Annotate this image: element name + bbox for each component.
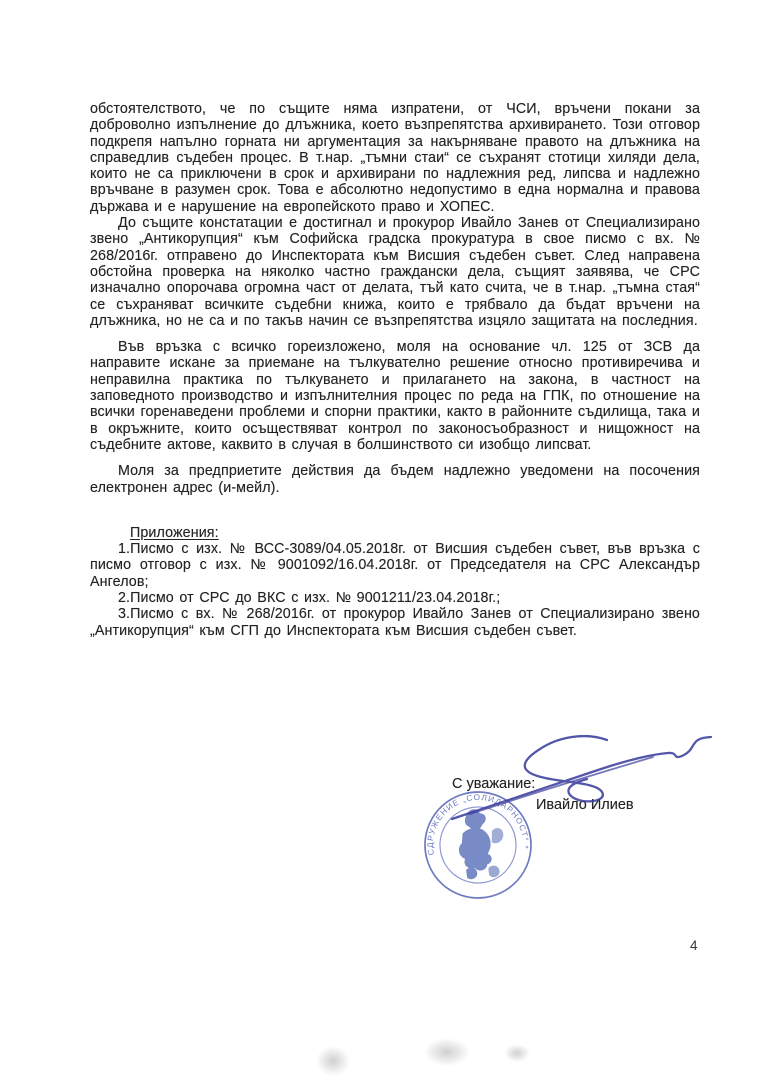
paragraph-continuation: обстоятелството, че по същите няма изпратени, от ЧСИ, връчени покани за доброволно изпълнение до длъжника, което възпрепятства архивирането. Този отговор подкрепя напълно горната ни аргументация за накърняване правото на длъжника на справедлив съдебен процес. В т.нар. „тъмни стаи“ се съхранят стотици хиляди дела, които не са приключени в срок и архивирани по надлежния ред, липсва и надлежно връчване в разумен срок. Това е абсолютно недопустимо в една нормална и правова държава и е нарушение на европейското право и ХОПЕС. bbox=[90, 101, 700, 215]
attachments-heading: Приложения: bbox=[130, 524, 219, 541]
stamp-outer-ring bbox=[413, 780, 543, 910]
scan-smudge bbox=[424, 1038, 470, 1066]
paragraph: Моля за предприетите действия да бъдем надлежно уведомени на посочения електронен адрес (и-мейл). bbox=[90, 463, 700, 496]
round-stamp bbox=[413, 780, 543, 910]
lion-rampant-icon bbox=[449, 803, 513, 884]
page-number: 4 bbox=[690, 938, 698, 953]
attachments-section bbox=[90, 525, 700, 639]
signature-and-stamp-overlay bbox=[400, 718, 740, 928]
scan-smudge bbox=[316, 1046, 350, 1076]
signature-closing: С уважание: bbox=[452, 776, 536, 792]
paragraph: До същите констатации е достигнал и прокурор Ивайло Занев от Специализирано звено „Антикорупция“ към Софийска градска прокуратура в свое писмо с вх. № 268/2016г. отправено до Инспектората към Висшия съдебен съвет. След направена обстойна проверка на няколко частно граждански дела, същият заявява, че СРС изначално опорочава огромна част от делата, тъй като счита, че в т.нар. „тъмна стая“ се съхраняват всичките съдебни книжа, които е трябвало да бъдат връчени на длъжника, но не са и по такъв начин се възпрепятства изцяло защитата на последния. bbox=[90, 215, 700, 329]
paragraph: Във връзка с всичко гореизложено, моля на основание чл. 125 от ЗСВ да направите искане за приемане на тълкувателно решение относно противиречива и неправилна практика по тълкуването и прилагането на закона, в частност на заповедното производство и изпълнителния процес по реда на ГПК, по отношение на всички горенаведени проблеми и спорни практики, както в районните съдилища, така и в окръжните, които осъществяват контрол по законосъобразност и нищожност на съдебните актове, каквито в случая в болшинството си изобщо липсват. bbox=[90, 339, 700, 453]
scan-smudge bbox=[504, 1044, 530, 1062]
letter-body bbox=[90, 101, 700, 639]
attachment-item: 2.Писмо от СРС до ВКС с изх. № 9001211/23.04.2018г.; bbox=[118, 590, 501, 607]
stamp-ring-text: СДРУЖЕНИЕ „СОЛИДАРНОСТ“ * bbox=[425, 792, 531, 856]
attachment-item: 1.Писмо с изх. № ВСС-3089/04.05.2018г. от Висшия съдебен съвет, във връзка с писмо отговор с изх. № 9001092/16.04.2018г. от Председателя на СРС Александър Ангелов; bbox=[90, 541, 700, 590]
stamp-inner-ring bbox=[431, 798, 524, 891]
attachment-item: 3.Писмо с вх. № 268/2016г. от прокурор Ивайло Занев от Специализирано звено „Антикорупция“ към СГП до Инспектората към Висшия съдебен съвет. bbox=[90, 606, 700, 639]
signature-name: Ивайло Илиев bbox=[536, 797, 634, 813]
